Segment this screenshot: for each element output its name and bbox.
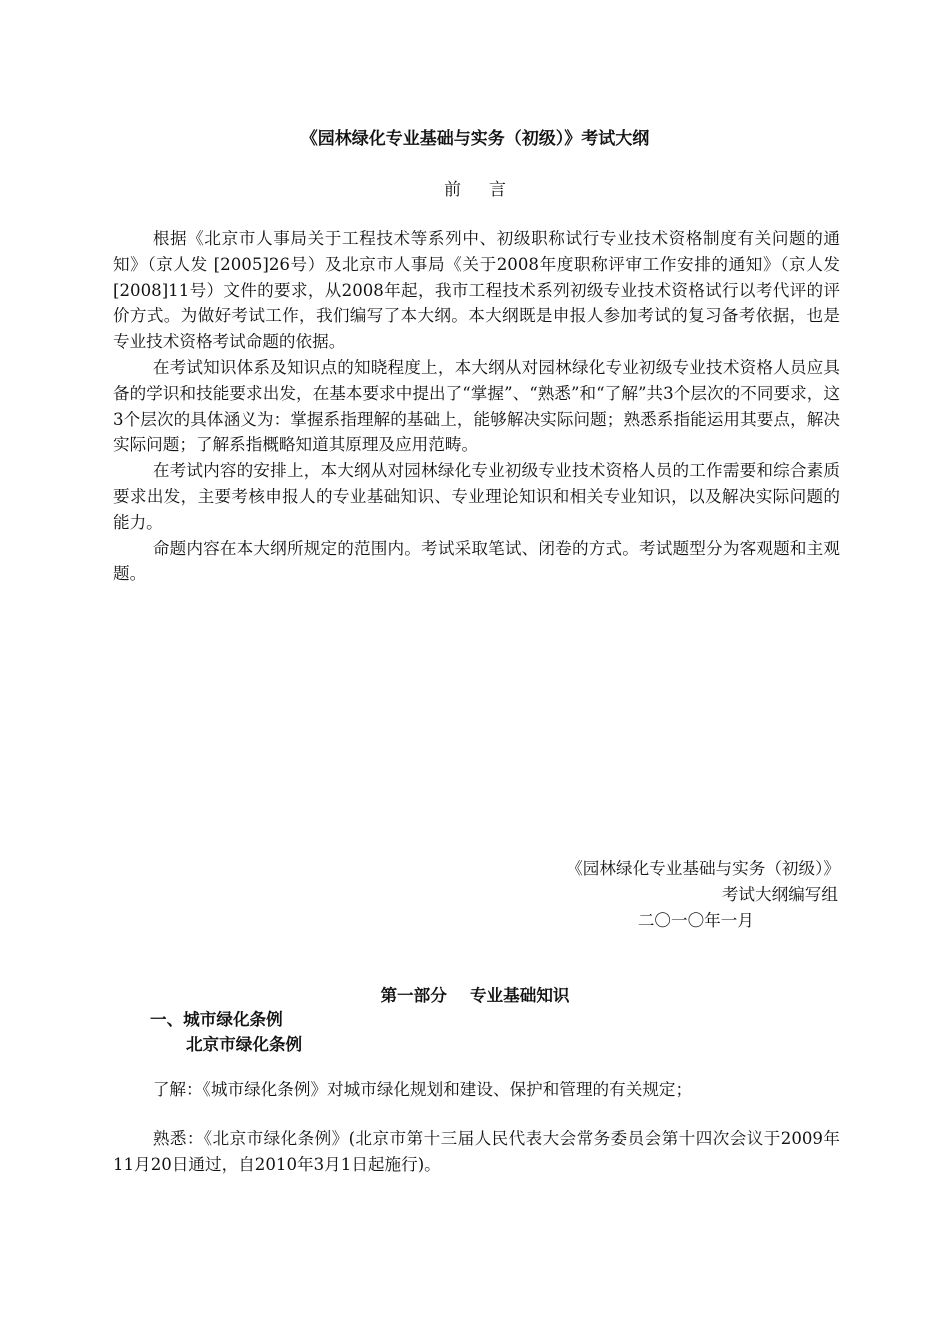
requirement-familiar-text: 熟悉：《北京市绿化条例》(北京市第十三届人民代表大会常务委员会第十四次会议于2009年11月20日通过，自2010年3月1日起施行)。 xyxy=(113,1129,840,1174)
requirement-understand xyxy=(113,1077,840,1103)
signature-date: 二〇一〇年一月 xyxy=(637,911,754,930)
preface-body xyxy=(113,226,840,587)
preface-paragraph: 命题内容在本大纲所规定的范围内。考试采取笔试、闭卷的方式。考试题型分为客观题和主观题。 xyxy=(113,538,840,584)
subsection-heading: 北京市绿化条例 xyxy=(186,1035,303,1054)
preface-paragraph: 在考试知识体系及知识点的知晓程度上，本大纲从对园林绿化专业初级专业技术资格人员应具备的学识和技能要求出发，在基本要求中提出了“掌握”、“熟悉”和“了解”共3个层次的不同要求，这3个层次的具体涵义为：掌握系指理解的基础上，能够解决实际问题；熟悉系指能运用其要点，解决实际问题；了解系指概略知道其原理及应用范畴。 xyxy=(113,357,840,455)
signature-author-group: 考试大纲编写组 xyxy=(721,885,838,904)
section-heading: 一、城市绿化条例 xyxy=(150,1010,283,1029)
preface-heading: 前言 xyxy=(444,180,534,200)
requirement-familiar xyxy=(113,1126,840,1178)
preface-paragraph: 根据《北京市人事局关于工程技术等系列中、初级职称试行专业技术资格制度有关问题的通知》（京人发 [2005]26号）及北京市人事局《关于2008年度职称评审工作安排的通知》（京人发[2008]11号）文件的要求，从2008年起，我市工程技术系列初级专业技术资格试行以考代评的评价方式。为做好考试工作，我们编写了本大纲。本大纲既是申报人参加考试的复习备考依据，也是专业技术资格考试命题的依据。 xyxy=(113,229,840,352)
part-heading: 第一部分 专业基础知识 xyxy=(380,986,570,1005)
signature-outline-name: 《园林绿化专业基础与实务（初级）》 xyxy=(566,859,840,878)
document-title: 《园林绿化专业基础与实务（初级）》考试大纲 xyxy=(300,129,650,149)
requirement-understand-text: 了解：《城市绿化条例》对城市绿化规划和建设、保护和管理的有关规定； xyxy=(152,1080,693,1099)
preface-paragraph: 在考试内容的安排上，本大纲从对园林绿化专业初级专业技术资格人员的工作需要和综合素质要求出发，主要考核申报人的专业基础知识、专业理论知识和相关专业知识，以及解决实际问题的能力。 xyxy=(113,461,840,532)
